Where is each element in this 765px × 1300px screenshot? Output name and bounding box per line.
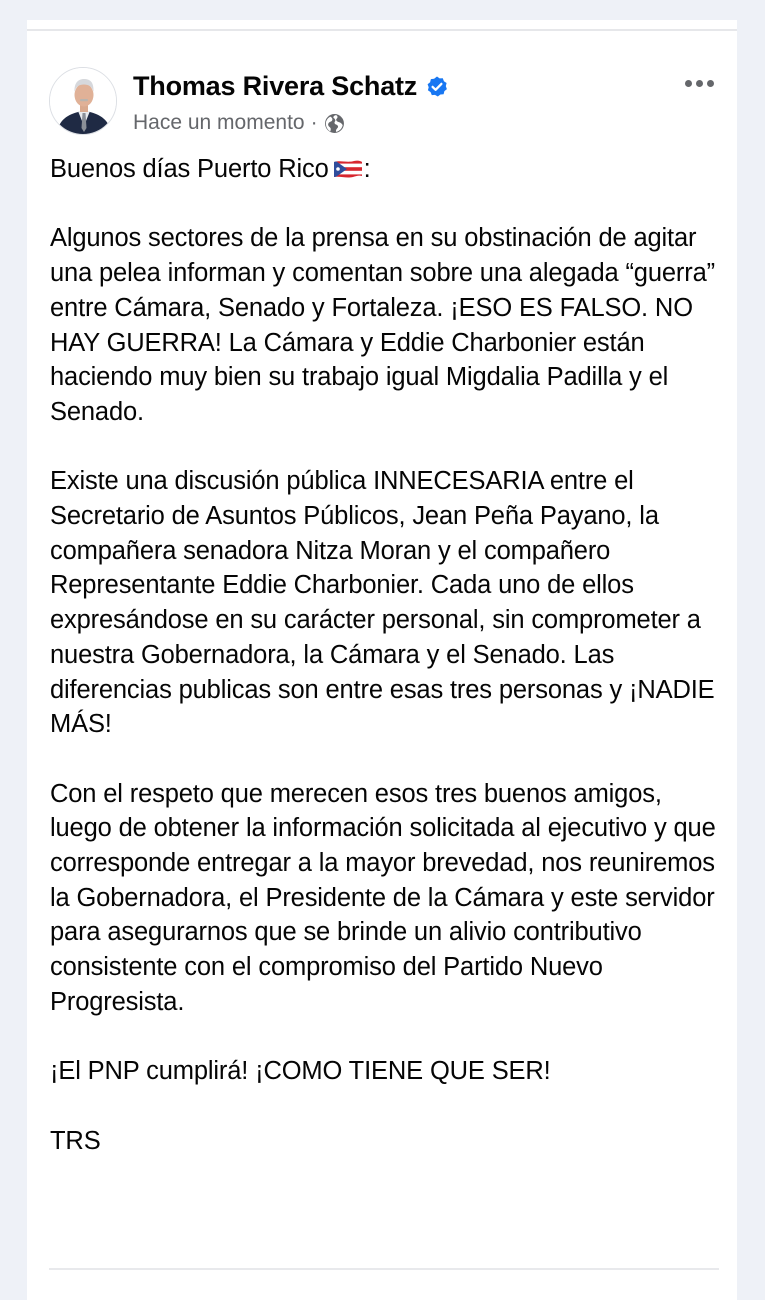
author-name[interactable]: Thomas Rivera Schatz xyxy=(133,71,418,101)
more-horizontal-icon xyxy=(696,80,703,87)
divider xyxy=(27,29,737,31)
greeting-suffix: : xyxy=(363,155,371,183)
puerto-rico-flag-icon xyxy=(333,154,363,174)
post-signature: TRS xyxy=(50,1126,101,1155)
greeting xyxy=(50,152,720,187)
profile-photo-icon xyxy=(50,68,117,135)
timestamp[interactable]: Hace un momento xyxy=(133,111,305,134)
post-body xyxy=(50,152,720,1193)
more-options-button[interactable] xyxy=(681,73,717,93)
post-meta xyxy=(133,111,345,135)
post-paragraph: ¡El PNP cumplirá! ¡COMO TIENE QUE SER! xyxy=(50,1057,551,1086)
verified-badge-icon xyxy=(425,75,449,99)
divider xyxy=(49,1268,719,1270)
post-card xyxy=(27,20,737,1300)
post-header xyxy=(27,65,737,137)
post-paragraph: Existe una discusión pública INNECESARIA entre el Secretario de Asuntos Públicos, Jean Peña Payano, la compañera senadora Nitza Moran y el compañero Representante Eddie Charbonier. Cada uno de ellos expresándose en su carácter personal, sin comprometer a nuestra Gobernadora, la Cámara y el Senado. Las diferencias publicas son entre esas tres personas y ¡NADIE MÁS! xyxy=(50,467,715,739)
more-horizontal-icon xyxy=(685,80,692,87)
globe-icon[interactable] xyxy=(324,113,345,134)
avatar[interactable] xyxy=(49,67,117,135)
more-horizontal-icon xyxy=(707,80,714,87)
author-name-row xyxy=(133,71,449,102)
post-paragraph: Algunos sectores de la prensa en su obstinación de agitar una pelea informan y comentan sobre una alegada “guerra” entre Cámara, Senado y Fortaleza. ¡ESO ES FALSO. NO HAY GUERRA! La Cámara y Eddie Charbonier están haciendo muy bien su trabajo igual Migdalia Padilla y el Senado. xyxy=(50,224,715,426)
meta-separator: · xyxy=(310,111,318,134)
post-paragraph: Con el respeto que merecen esos tres buenos amigos, luego de obtener la información solicitada al ejecutivo y que corresponde entregar a la mayor brevedad, nos reuniremos la Gobernadora, el Presidente de la Cámara y este servidor para asegurarnos que se brinde un alivio contributivo consistente con el compromiso del Partido Nuevo Progresista. xyxy=(50,779,716,1016)
greeting-text: Buenos días Puerto Rico xyxy=(50,155,329,183)
